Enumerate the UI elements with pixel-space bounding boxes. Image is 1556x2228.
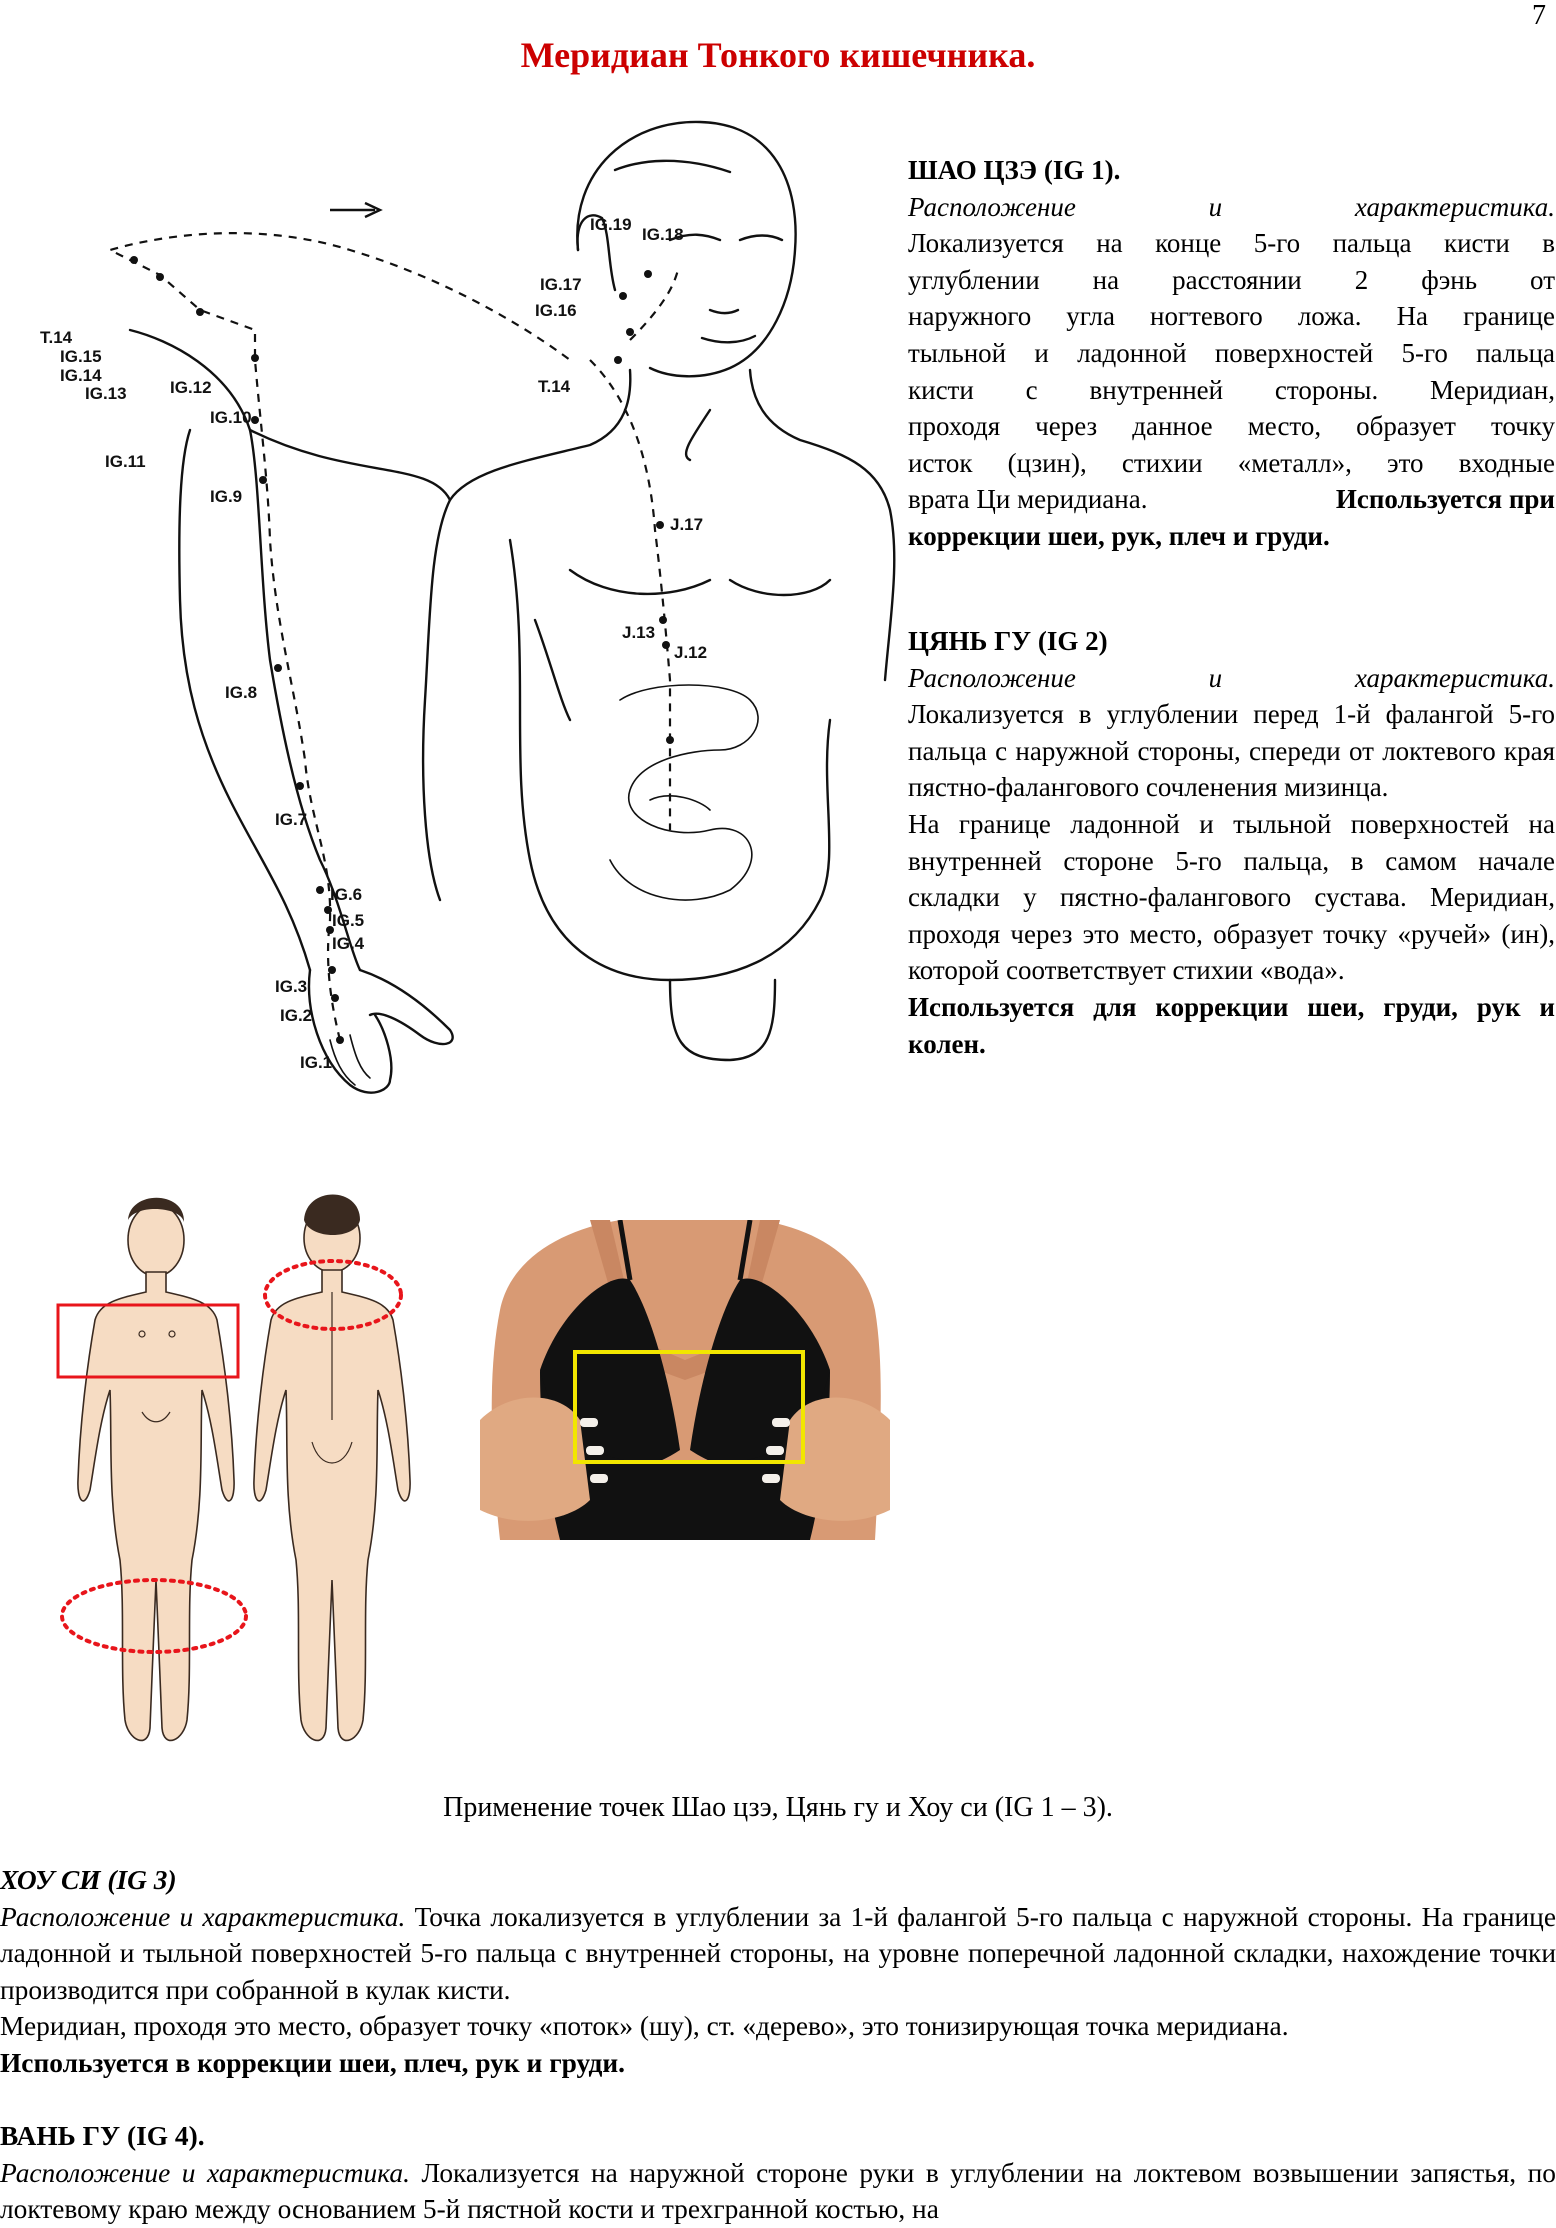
section-ig4-para: Расположение и характеристика. Локализуется на наружной стороне руки в углублении на локтевом возвышении запястья, по локтевому краю между основанием 5-й пястной кости и трехгранной костью, на <box>0 2157 1556 2224</box>
page-title: Меридиан Тонкого кишечника. <box>520 35 1036 75</box>
section-ig1-line: тыльной и ладонной поверхностей 5-го пальца <box>908 337 1555 368</box>
label-ig15: IG.15 <box>60 347 102 366</box>
label-ig6: IG.6 <box>330 885 363 904</box>
figure-caption: Применение точек Шао цзэ, Цянь гу и Хоу си (IG 1 – 3). <box>443 1792 1113 1823</box>
label-j17: J.17 <box>670 515 704 534</box>
label-ig5: IG.5 <box>332 911 365 930</box>
section-ig3-heading: ХОУ СИ (IG 3) <box>0 1865 177 1895</box>
label-j12: J.12 <box>674 643 708 662</box>
section-ig1-line: исток (цзин), стихии «металл», это входные <box>908 447 1555 478</box>
section-ig3 <box>0 1862 1556 2081</box>
section-ig1-line: кисти с внутренней стороны. Меридиан, <box>908 374 1555 405</box>
label-ig9: IG.9 <box>210 487 243 506</box>
section-ig2-heading: ЦЯНЬ ГУ (IG 2) <box>908 626 1108 656</box>
section-ig1-last-line: врата Ци меридиана. Используется при <box>908 484 1555 515</box>
section-ig4-subheading: Расположение и характеристика. <box>0 2157 410 2188</box>
chest-photo <box>480 1220 890 1540</box>
label-ig2: IG.2 <box>280 1006 313 1025</box>
page-number: 7 <box>1532 0 1546 31</box>
label-ig4: IG.4 <box>332 934 365 953</box>
section-ig2-usage: Используется для коррекции шеи, груди, рук и колен. <box>908 991 1555 1059</box>
label-t14-left: T.14 <box>40 328 73 347</box>
section-ig4-heading: ВАНЬ ГУ (IG 4). <box>0 2121 205 2151</box>
label-ig14: IG.14 <box>60 366 102 385</box>
section-ig2-subheading: Расположение и характеристика. <box>908 662 1555 693</box>
section-ig3-usage: Используется в коррекции шеи, плеч, рук и груди. <box>0 2047 625 2078</box>
section-ig1-line: проходя через данное место, образует точку <box>908 411 1555 442</box>
label-ig8: IG.8 <box>225 683 258 702</box>
section-ig4 <box>0 2118 1556 2228</box>
meridian-diagram <box>30 100 910 1110</box>
label-ig18: IG.18 <box>642 225 684 244</box>
section-ig1-usage: коррекции шеи, рук, плеч и груди. <box>908 520 1330 551</box>
label-ig17: IG.17 <box>540 275 582 294</box>
label-ig11: IG.11 <box>105 452 146 471</box>
section-ig2 <box>908 623 1555 1062</box>
label-ig3: IG.3 <box>275 977 308 996</box>
section-ig1-line: наружного угла ногтевого ложа. На границе <box>908 301 1555 332</box>
section-ig1-heading: ШАО ЦЗЭ (IG 1). <box>908 155 1121 185</box>
section-ig3-para2: Меридиан, проходя это место, образует точку «поток» (шу), ст. «дерево», это тонизирующая точка меридиана. <box>0 2011 1289 2041</box>
section-ig3-subheading: Расположение и характеристика. <box>0 1901 406 1932</box>
body-figures-illustration <box>50 1180 440 1770</box>
section-ig1-line: углублении на расстоянии 2 фэнь от <box>908 264 1555 295</box>
section-ig2-para1: Локализуется в углублении перед 1-й фалангой 5-го пальца с наружной стороны, спереди от локтевого края пястно-фалангового сочленения мизинца. <box>908 699 1555 803</box>
section-ig3-para1: Расположение и характеристика. Точка локализуется в углублении за 1-й фалангой 5-го пальца с наружной стороны. На границе ладонной и тыльной поверхностей 5-го пальца с внутренней стороны, на уровне поперечной ладонной складки, нахождение точки производится при собранной в кулак кисти. <box>0 1901 1556 2005</box>
label-t14-right: T.14 <box>538 377 571 396</box>
label-ig1: IG.1 <box>300 1053 333 1072</box>
label-ig13: IG.13 <box>85 384 127 403</box>
label-ig10: IG.10 <box>210 408 252 427</box>
label-ig16: IG.16 <box>535 301 577 320</box>
section-ig1 <box>908 152 1555 555</box>
section-ig1-line: Локализуется на конце 5-го пальца кисти в <box>908 228 1555 259</box>
label-ig19: IG.19 <box>590 215 632 234</box>
label-j13: J.13 <box>622 623 656 642</box>
section-ig2-para2: На границе ладонной и тыльной поверхностей на внутренней стороне 5-го пальца, в самом начале складки у пястно-фалангового сустава. Меридиан, проходя через это место, образует точку «ручей» (ин), которой соответствует стихии «вода». <box>908 808 1555 986</box>
label-ig12: IG.12 <box>170 378 212 397</box>
label-ig7: IG.7 <box>275 810 308 829</box>
section-ig1-subheading: Расположение и характеристика. <box>908 191 1555 222</box>
